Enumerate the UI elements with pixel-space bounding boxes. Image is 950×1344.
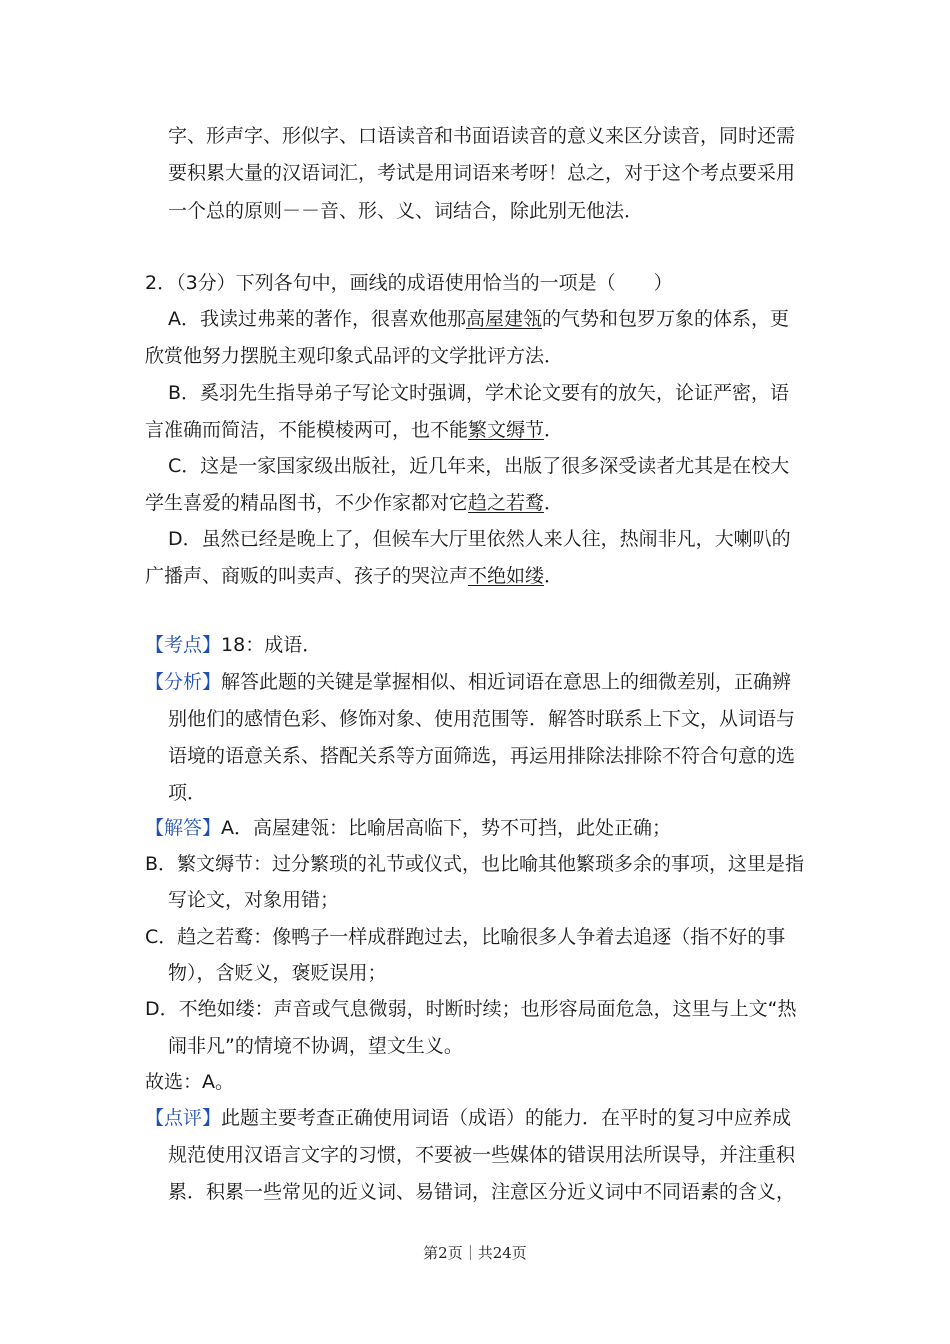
fenxi-tag: 【分析】 xyxy=(145,671,222,693)
option-c-line-2: 学生喜爱的精品图书，不少作家都对它趋之若鹜． xyxy=(145,492,564,514)
jieda-line-d1: D．不绝如缕：声音或气息微弱，时断时续；也形容局面危急，这里与上文“热 xyxy=(145,998,797,1020)
kaodian-section: 【考点】18：成语． xyxy=(145,634,322,656)
fenxi-line-4: 项． xyxy=(168,782,207,804)
dianping-line-2: 规范使用汉语言文字的习惯，不要被一些媒体的错误用法所误导，并注重积 xyxy=(168,1144,796,1166)
underlined-idiom-b: 繁文缛节 xyxy=(468,419,545,441)
dianping-tag: 【点评】 xyxy=(145,1107,222,1129)
jieda-tag: 【解答】 xyxy=(145,817,222,839)
jieda-line-c1: C．趋之若鹜：像鸭子一样成群跑过去，比喻很多人争着去追逐（指不好的事 xyxy=(145,926,786,948)
option-d-line-2: 广播声、商贩的叫卖声、孩子的哭泣声不绝如缕． xyxy=(145,565,564,587)
underlined-idiom-d: 不绝如缕 xyxy=(468,565,545,587)
fenxi-line-3: 语境的语意关系、搭配关系等方面筛选，再运用排除法排除不符合句意的选 xyxy=(168,745,796,767)
continuation-line-2: 要积累大量的汉语词汇，考试是用词语来考呀！总之，对于这个考点要采用 xyxy=(168,162,796,184)
dianping-line-3: 累．积累一些常见的近义词、易错词，注意区分近义词中不同语素的含义， xyxy=(168,1181,796,1203)
jieda-line-b1: B．繁文缛节：过分繁琐的礼节或仪式，也比喻其他繁琐多余的事项，这里是指 xyxy=(145,853,805,875)
fenxi-line-1: 【分析】解答此题的关键是掌握相似、相近词语在意思上的细微差别，正确辨 xyxy=(145,671,792,693)
fenxi-line-2: 别他们的感情色彩、修饰对象、使用范围等．解答时联系上下文，从词语与 xyxy=(168,708,796,730)
option-b-line-1: B．奚羽先生指导弟子写论文时强调，学术论文要有的放矢，论证严密，语 xyxy=(168,382,790,404)
dianping-line-1: 【点评】此题主要考查正确使用词语（成语）的能力．在平时的复习中应养成 xyxy=(145,1107,792,1129)
jieda-line-a: 【解答】A．高屋建瓴：比喻居高临下，势不可挡，此处正确； xyxy=(145,817,672,839)
option-a-line-1: A．我读过弗莱的著作，很喜欢他那高屋建瓴的气势和包罗万象的体系，更 xyxy=(168,308,790,330)
option-c-line-1: C．这是一家国家级出版社，近几年来，出版了很多深受读者尤其是在校大 xyxy=(168,455,790,477)
question-stem: 2．（3分）下列各句中，画线的成语使用恰当的一项是（ ） xyxy=(145,272,673,294)
option-d-line-1: D．虽然已经是晚上了，但候车大厅里依然人来人往，热闹非凡，大喇叭的 xyxy=(168,528,791,550)
continuation-line-1: 字、形声字、形似字、口语读音和书面语读音的意义来区分读音，同时还需 xyxy=(168,125,796,147)
option-a-line-2: 欣赏他努力摆脱主观印象式品评的文学批评方法． xyxy=(145,345,564,367)
answer-line: 故选：A。 xyxy=(145,1071,234,1093)
jieda-line-d2: 闹非凡”的情境不协调，望文生义。 xyxy=(168,1035,463,1057)
continuation-line-3: 一个总的原则－－音、形、义、词结合，除此别无他法． xyxy=(168,200,644,222)
underlined-idiom-c: 趋之若鹜 xyxy=(468,492,545,514)
kaodian-tag: 【考点】 xyxy=(145,634,222,656)
jieda-line-b2: 写论文，对象用错； xyxy=(168,889,340,911)
jieda-line-c2: 物），含贬义，褒贬误用； xyxy=(168,962,387,984)
underlined-idiom-a: 高屋建瓴 xyxy=(466,308,543,330)
option-b-line-2: 言准确而简洁，不能模棱两可，也不能繁文缛节． xyxy=(145,419,564,441)
page-footer: 第2页｜共24页 xyxy=(423,1244,527,1262)
